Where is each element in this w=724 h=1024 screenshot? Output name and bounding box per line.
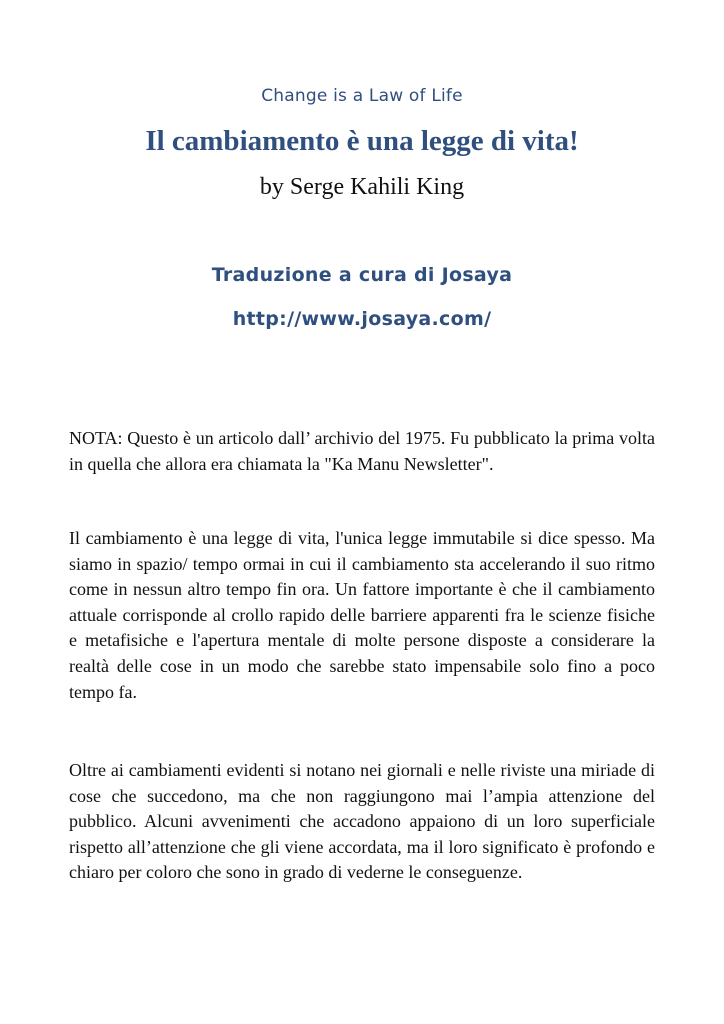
body-paragraph-1: Il cambiamento è una legge di vita, l'unica legge immutabile si dice spesso. Ma siamo in spazio/ tempo ormai in cui il cambiamento sta accelerando il suo ritmo come in nessun altro tempo fin ora. Un fattore importante è che il cambiamento attuale corrisponde al crollo rapido delle barriere apparenti fra le scienze fisiche e metafisiche e l'apertura mentale di molte persone disposte a considerare la realtà delle cose in un modo che sarebbe stato impensabile solo fino a poco tempo fa. [69,528,655,702]
translation-credit: Traduzione a cura di Josaya [211,264,513,286]
body-paragraph-2: Oltre ai cambiamenti evidenti si notano nei giornali e nelle riviste una miriade di cose che succedono, ma che non raggiungono mai l’ampia attenzione del pubblico. Alcuni avvenimenti che accadono appaiono di un loro superficiale rispetto all’attenzione che gli viene accordata, ma il loro significato è profondo e chiaro per coloro che sono in grado di vederne le conseguenze. [69,760,655,883]
note-paragraph: NOTA: Questo è un articolo dall’ archivio del 1975. Fu pubblicato la prima volta in quella che allora era chiamata la "Ka Manu Newsletter". [69,428,655,474]
author-line: by Serge Kahili King [259,174,465,200]
page-title: Il cambiamento è una legge di vita! [145,125,579,157]
english-title: Change is a Law of Life [261,86,463,106]
website-link[interactable]: http://www.josaya.com/ [232,308,492,330]
